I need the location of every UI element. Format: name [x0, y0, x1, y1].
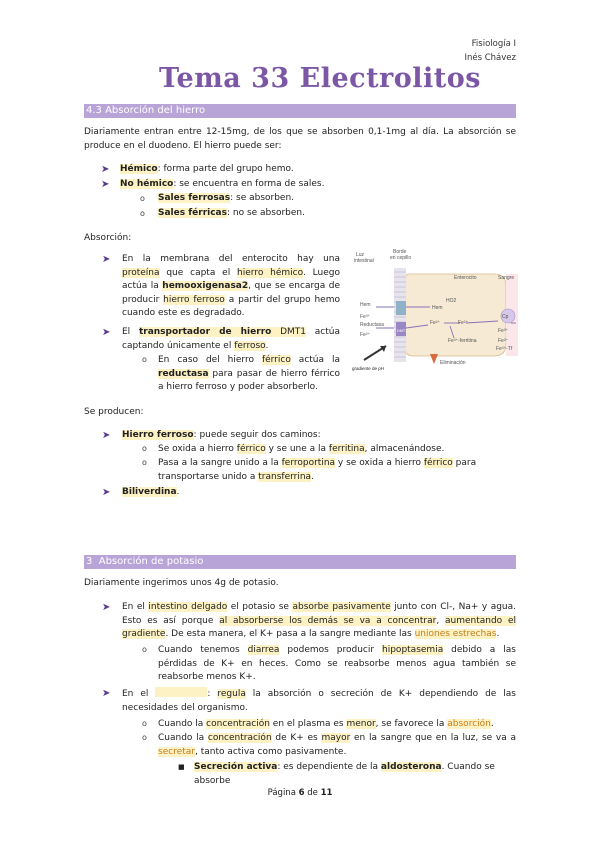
label-intestinal: intestinal — [354, 258, 374, 264]
arrow-bullet-icon: ➤ — [102, 602, 111, 613]
produce-item-1a — [158, 443, 514, 457]
hl-concentracion: concentración — [207, 733, 272, 743]
circle-bullet-icon: o — [142, 733, 147, 742]
label-hemo: Hem — [432, 305, 443, 311]
text: actúa captando únicamente el — [122, 327, 340, 351]
label-eliminacion: Eliminación — [440, 360, 466, 366]
term-ferrosas: Sales ferrosas — [158, 193, 231, 203]
text-ferrosas: : se absorben. — [230, 193, 295, 203]
hl-ferrico: férrico — [423, 458, 453, 468]
circle-bullet-icon: o — [140, 208, 145, 218]
text: , almacenándose. — [364, 444, 445, 454]
section-heading-iron — [84, 104, 516, 118]
label-dmt1: DMT1 — [397, 329, 408, 333]
arrow-bullet-icon: ➤ — [101, 164, 110, 175]
potassium-paragraph-1a — [158, 644, 516, 685]
absorption-paragraph-2 — [122, 326, 340, 353]
text: . — [176, 487, 180, 497]
text: para transportarse unido a — [158, 458, 477, 482]
hl-menor: menor — [346, 719, 376, 729]
hl-hierro-ferroso: hierro ferroso — [163, 294, 225, 305]
label-fe3: Fe³⁺ — [360, 314, 371, 320]
text-no-hemico: : se encuentra en forma de sales. — [173, 178, 325, 189]
text-hemico: : forma parte del grupo hemo. — [157, 164, 294, 174]
text: para pasar de hierro férrico a hierro ferroso y poder absorberlo. — [158, 368, 340, 392]
circle-bullet-icon: o — [140, 194, 145, 203]
text: a partir del grupo hemo cuando este es degradado. — [122, 294, 340, 318]
hl-concentracion: concentración — [206, 719, 270, 729]
list-item — [101, 163, 504, 177]
page-footer — [0, 788, 600, 798]
label-cepillo: en cepillo — [390, 255, 412, 261]
label-ferritina: Fe³⁺-ferritina — [448, 338, 477, 344]
text: y se oxida a hierro — [335, 458, 424, 468]
term-hierro-ferroso: Hierro ferroso — [122, 430, 194, 440]
list-item — [101, 178, 504, 192]
text: : — [207, 689, 218, 699]
absorption-paragraph-3 — [158, 354, 340, 395]
hl-hipoptasemia: hipoptasemia — [382, 645, 444, 655]
text: . — [265, 340, 269, 351]
hl-ferroso: ferroso — [234, 340, 266, 351]
term-hemico: Hémico — [120, 164, 158, 174]
arrow-bullet-icon: ➤ — [101, 178, 110, 190]
potassium-paragraph-1 — [122, 601, 516, 642]
label-enterocito: Enterocito — [454, 275, 477, 281]
hl-ferrico: férrico — [236, 444, 266, 454]
term-secrecion-activa: Secreción activa — [194, 762, 278, 772]
potassium-paragraph-2c — [194, 761, 518, 788]
label-fe3-blood: Fe³⁺ — [498, 328, 509, 334]
potassium-paragraph-2 — [122, 687, 516, 715]
header-author: Inés Chávez — [464, 53, 516, 63]
produce-item-2 — [122, 486, 179, 500]
label-fe2-mid: Fe²⁺ — [458, 320, 469, 326]
text: Cuando la — [158, 719, 207, 729]
hl-ferritina: ferritina — [328, 444, 365, 454]
circle-bullet-icon: o — [142, 458, 147, 467]
arrow-bullet-icon: ➤ — [102, 327, 111, 338]
iron-absorption-diagram — [346, 246, 518, 374]
brush-border — [394, 268, 406, 362]
hl-ferrico: férrico — [261, 355, 291, 365]
text: . — [490, 719, 494, 729]
text: que capta el — [159, 267, 238, 278]
hl-regula: regula — [217, 689, 246, 699]
arrow-bullet-icon: ➤ — [102, 254, 111, 265]
text: , — [436, 615, 445, 626]
circle-bullet-icon: o — [142, 645, 147, 654]
text: en la sangre que en la luz, se va a — [350, 733, 516, 743]
hl-proteina: proteína — [122, 267, 160, 278]
label-fe2-cyto: Fe²⁺ — [430, 320, 441, 326]
text: Pasa a la sangre unido a la — [158, 458, 282, 468]
text: de K+ es — [271, 733, 322, 743]
header-subject: Fisiología I — [471, 39, 516, 49]
text: En el — [122, 689, 156, 699]
circle-bullet-icon: o — [142, 719, 147, 728]
text: el potasio se — [227, 602, 293, 612]
term-biliverdina: Biliverdina — [122, 487, 177, 497]
text: En caso del hierro — [158, 355, 262, 365]
text: junto con Cl-, Na+ y agua. Esto es así porque — [122, 602, 516, 626]
hl-absorbe-pasivamente: absorbe pasivamente — [292, 602, 391, 612]
hl-ferroportina: ferroportina — [281, 458, 336, 468]
label-fe2-blood: Fe²⁺ — [498, 338, 509, 344]
text: en el plasma es — [269, 719, 347, 729]
term-ferricas: Sales férricas — [158, 207, 227, 218]
hl-aldosterona: aldosterona — [380, 762, 442, 772]
text: En el — [122, 602, 149, 612]
hl-diarrea: diarrea — [247, 645, 280, 655]
text: , se favorece la — [375, 719, 448, 729]
potassium-intro: Diariamente ingerimos unos 4g de potasio. — [84, 578, 279, 588]
iron-types-list — [101, 163, 504, 220]
text: , que se encarga de producir — [122, 281, 341, 305]
square-bullet-icon: ■ — [178, 763, 185, 771]
section-heading-potassium — [84, 555, 516, 569]
hl-transportador: transportador de hierro — [138, 327, 272, 337]
text: Cuando la — [158, 733, 208, 743]
text: . Cuando se absorbe — [194, 762, 495, 786]
footer-mid: de — [304, 788, 321, 798]
text: debido a las pérdidas de K+ en heces. Como se reabsorbe menos agua también se reabsorbe menos K+. — [158, 645, 516, 682]
label-luz: Luz — [356, 252, 365, 258]
label-fe3-tf: Fe³⁺-Tf — [496, 346, 513, 352]
text: : puede seguir dos caminos: — [193, 430, 321, 440]
absorption-paragraph-1 — [122, 253, 340, 321]
text: . Luego actúa la — [122, 267, 340, 291]
label-gradiente: gradiente de pH — [352, 366, 385, 371]
label-hem: Hem — [360, 302, 371, 308]
hl-absorcion: absorción — [447, 719, 491, 729]
text: : es dependiente de la — [277, 762, 381, 772]
text: y se une a la — [265, 444, 329, 454]
label-reductasa: Reductasa — [360, 322, 384, 328]
hl-uniones-estrechas: uniones estrechas — [414, 629, 497, 639]
hl-intestino: intestino delgado — [148, 602, 228, 612]
potassium-paragraph-2b — [158, 732, 516, 759]
text: . — [496, 629, 500, 639]
hl-transferrina: transferrina — [258, 471, 312, 482]
arrow-bullet-icon: ➤ — [102, 430, 111, 441]
arrow-bullet-icon: ➤ — [102, 688, 111, 699]
footer-total-pages: 11 — [320, 788, 333, 798]
list-item — [104, 192, 504, 206]
circle-bullet-icon: o — [142, 444, 147, 453]
footer-prefix: Página — [267, 788, 299, 798]
text: . — [311, 471, 314, 482]
heme-transporter — [396, 301, 406, 315]
label-fe2-lumen: Fe²⁺ — [360, 332, 371, 338]
page-title: Tema 33 Electrolitos — [159, 63, 481, 94]
text: El — [122, 327, 139, 337]
text: podemos producir — [279, 645, 383, 655]
text: . De esta manera, el K+ pasa a la sangre mediante las — [165, 629, 415, 639]
text: , tanto activa como pasivamente. — [194, 746, 347, 757]
se-producen-label: Se producen: — [84, 407, 144, 417]
hl-blank-term — [155, 687, 207, 697]
potassium-paragraph-2a — [158, 718, 516, 732]
absorcion-label: Absorción: — [84, 233, 132, 243]
section-heading-text: Absorción del hierro — [105, 105, 206, 116]
list-item — [104, 207, 504, 221]
label-cp: Cp — [502, 314, 509, 320]
header-meta — [464, 37, 516, 65]
term-no-hemico: No hémico — [120, 178, 174, 189]
hl-concentrar: al absorberse los demás se va a concentrar — [219, 615, 437, 626]
text: Cuando tenemos — [158, 645, 248, 655]
section-number: 4.3 — [86, 105, 102, 116]
section-heading-text: Absorción de potasio — [98, 556, 204, 567]
label-sangre: Sangre — [498, 275, 515, 281]
text: la absorción o secreción de K+ dependiendo de las necesidades del organismo. — [122, 689, 516, 713]
label-borde: Borde — [393, 249, 407, 255]
footer-page-number: 6 — [298, 788, 305, 798]
section-number: 3 — [86, 556, 93, 567]
text: actúa la — [290, 355, 340, 365]
text: Se oxida a hierro — [158, 444, 237, 454]
iron-intro: Diariamente entran entre 12-15mg, de los que se absorben 0,1-1mg al día. La absorción se produce en el duodeno. El hierro puede ser: — [84, 127, 516, 151]
text-ferricas: : no se absorben. — [226, 207, 305, 218]
label-ho2: HO2 — [446, 298, 457, 304]
hl-hierro-hemico: hierro hémico — [237, 267, 303, 278]
hl-dmt1: DMT1 — [271, 327, 306, 337]
hl-reductasa: reductasa — [158, 368, 209, 379]
circle-bullet-icon: o — [142, 355, 147, 364]
produce-item-1 — [122, 429, 512, 443]
hl-gradiente: aumentando el gradiente — [122, 615, 517, 639]
text: En la membrana del enterocito hay una — [122, 254, 340, 264]
hl-hemooxigenasa: hemooxigenasa2 — [162, 281, 249, 291]
arrow-bullet-icon: ➤ — [102, 487, 111, 498]
produce-item-1b — [158, 457, 514, 484]
hl-secretar: secretar — [158, 746, 195, 757]
hl-mayor: mayor — [321, 733, 351, 743]
